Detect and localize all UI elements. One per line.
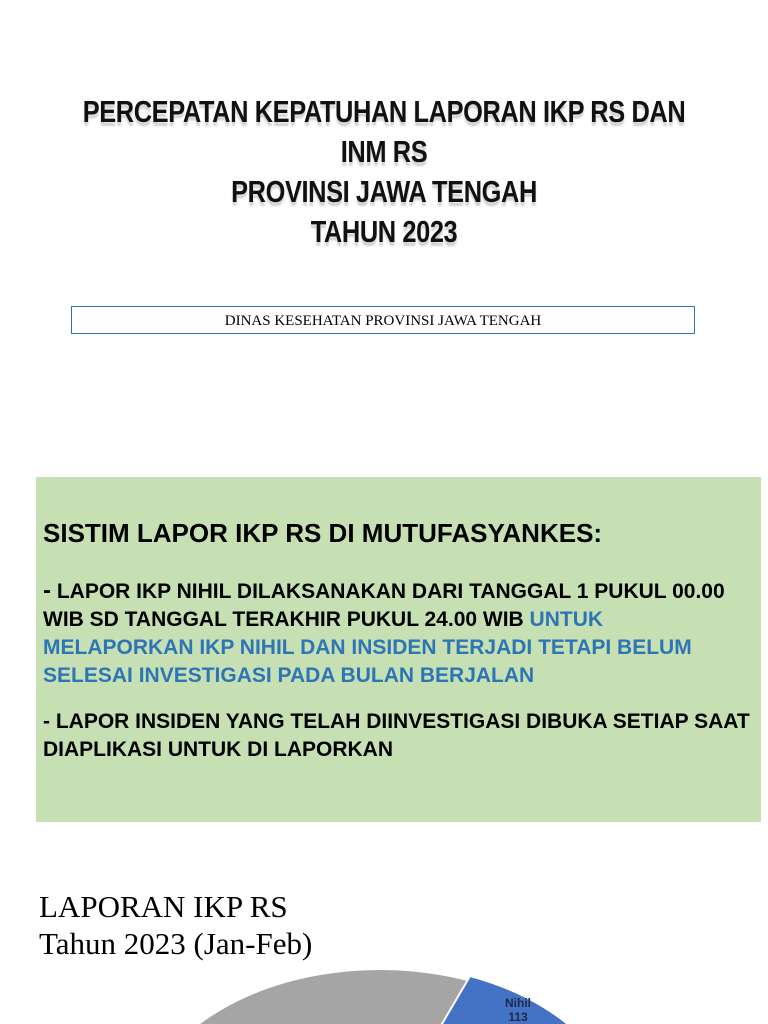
info-paragraph-1 [43,577,753,690]
agency-box: DINAS KESEHATAN PROVINSI JAWA TENGAH [71,306,695,334]
pie-chart-area [0,960,768,1024]
info-paragraph-1-text: LAPOR IKP NIHIL DILAKSANAKAN DARI TANGGAL 1 PUKUL 00.00 WIB SD TANGGAL TERAKHIR PUKUL 24.00 WIB [43,580,725,631]
info-panel [36,477,761,822]
title-line-1: PERCEPATAN KEPATUHAN LAPORAN IKP RS DAN INM RS [82,94,686,169]
chart-title-line-1: LAPORAN IKP RS [39,889,288,924]
pie-chart [0,960,768,1024]
info-paragraph-1-highlight: UNTUK MELAPORKAN IKP NIHIL DAN INSIDEN TERJADI TETAPI BELUM SELESAI INVESTIGASI PADA BULAN BERJALAN [43,608,692,687]
bullet-dash: - [43,577,51,604]
chart-title-line-2: Tahun 2023 (Jan-Feb) [39,926,313,961]
info-heading: SISTIM LAPOR IKP RS DI MUTUFASYANKES: [43,518,603,548]
chart-title [39,888,312,962]
document-title [0,92,768,252]
pie-label-nihil [495,996,541,1024]
info-paragraph-2: - LAPOR INSIDEN YANG TELAH DIINVESTIGASI DIBUKA SETIAP SAAT DIAPLIKASI UNTUK DI LAPORKAN [43,710,750,761]
title-line-3: TAHUN 2023 [310,214,458,249]
title-line-2: PROVINSI JAWA TENGAH [231,174,537,209]
pie-label-nihil-value: 113 [508,1010,528,1024]
pie-label-nihil-name: Nihil [505,996,531,1010]
